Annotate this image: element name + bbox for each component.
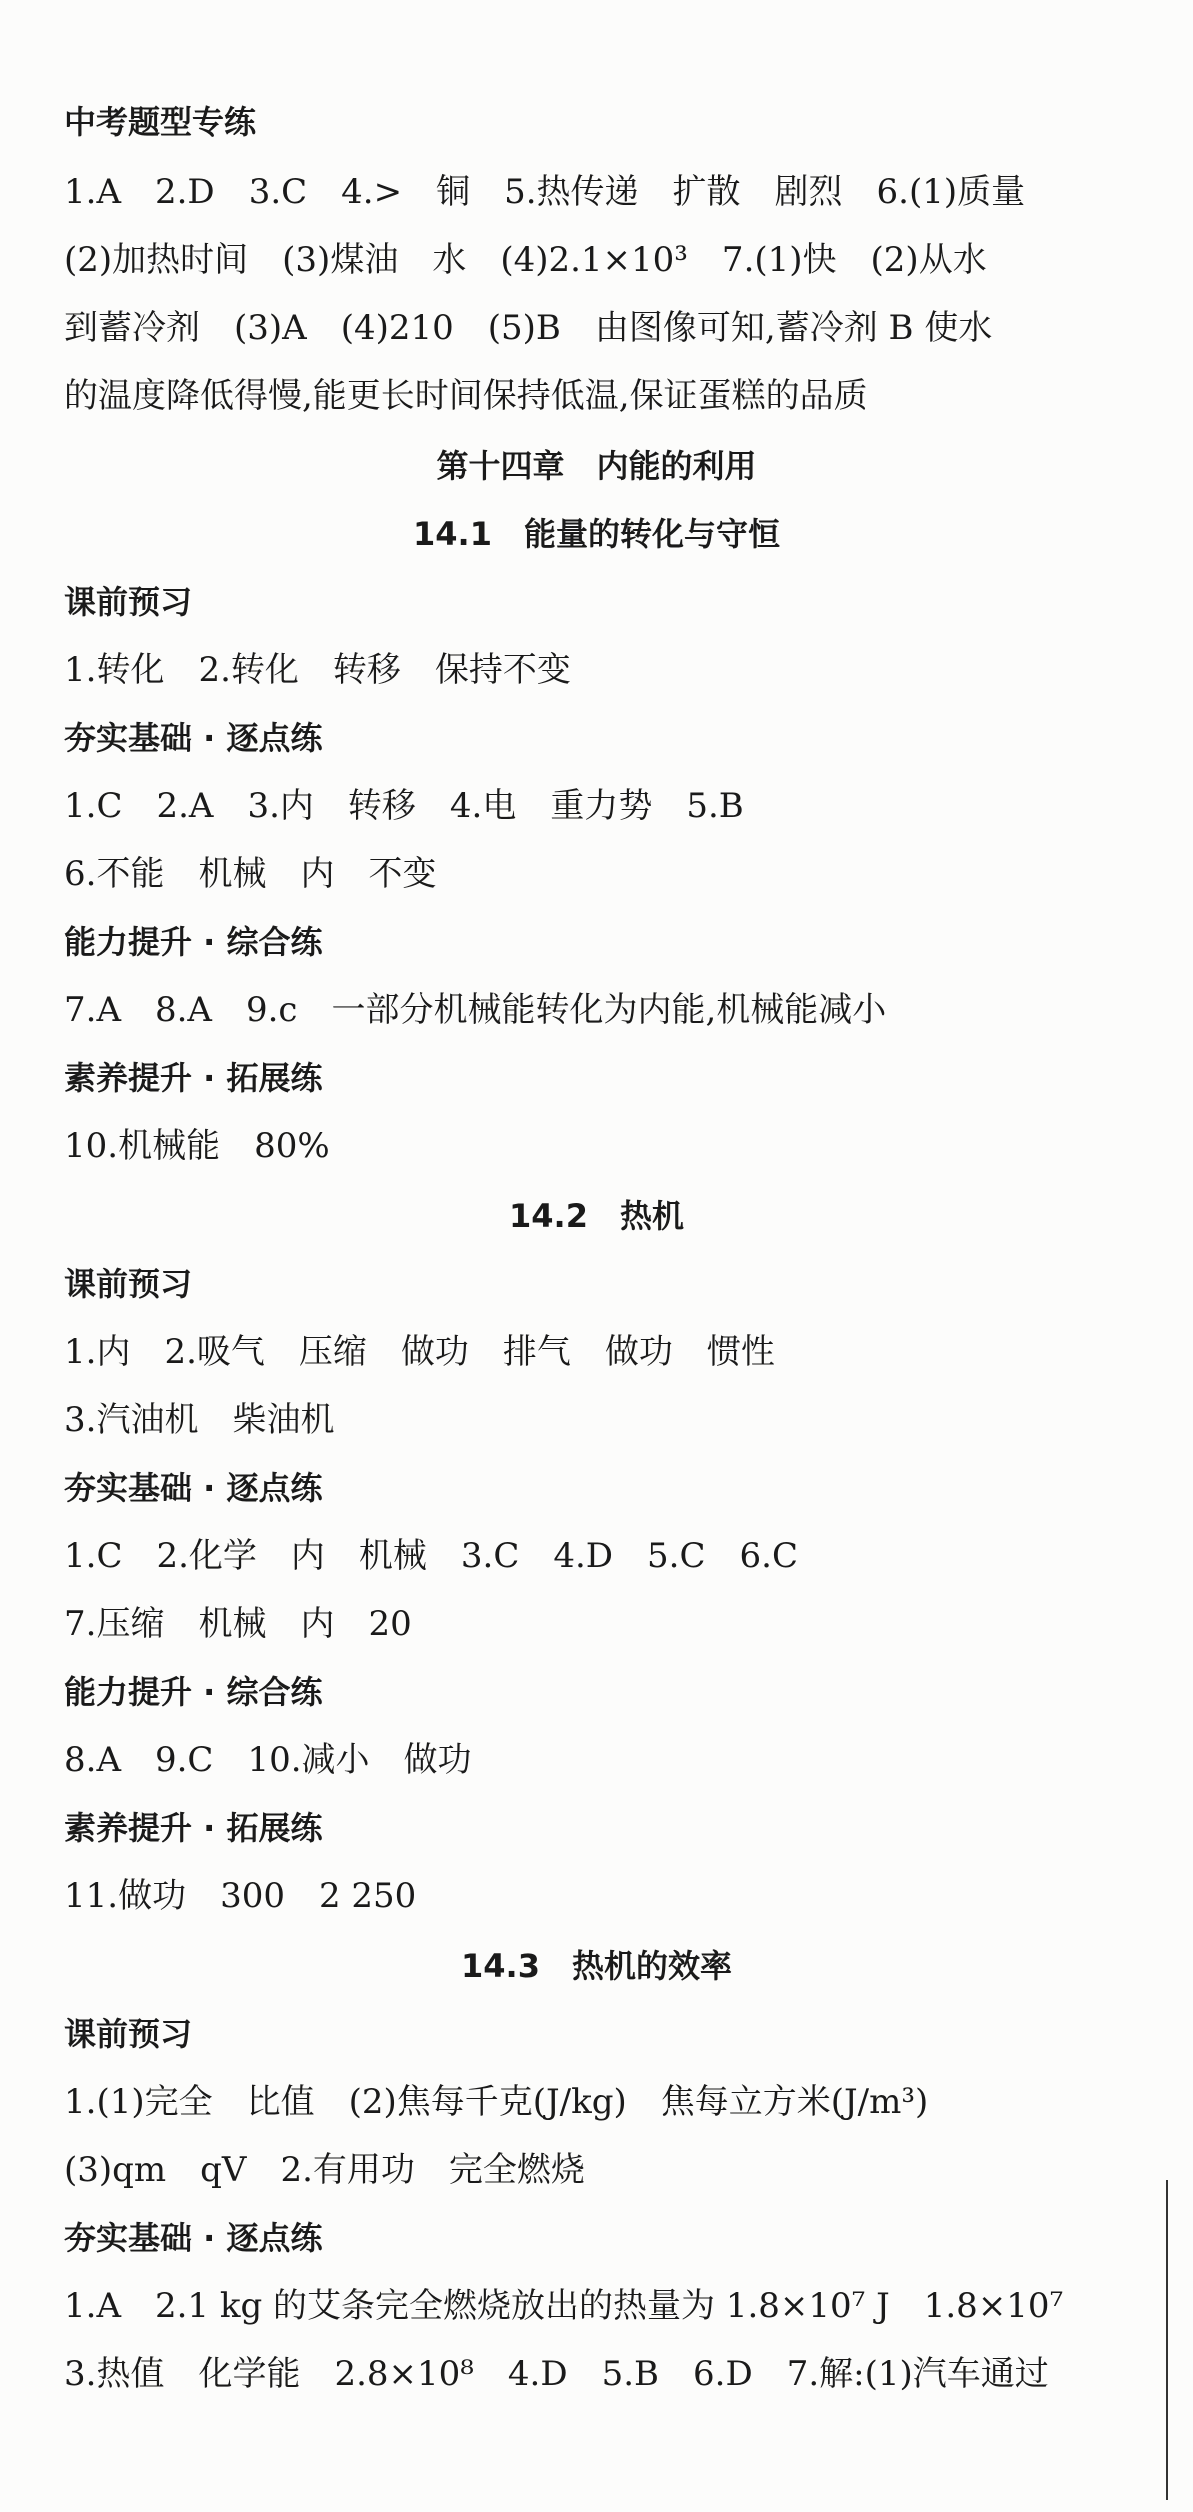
answer-line: 7.A 8.A 9.c 一部分机械能转化为内能,机械能减小 xyxy=(64,990,887,1030)
section-title-14-1: 14.1 能量的转化与守恒 xyxy=(413,515,780,553)
answer-line: 10.机械能 80% xyxy=(64,1126,330,1166)
subheading-extension: 素养提升 · 拓展练 xyxy=(64,1809,323,1847)
subheading-basics: 夯实基础 · 逐点练 xyxy=(64,2219,323,2257)
section-title-14-3: 14.3 热机的效率 xyxy=(461,1947,732,1985)
answer-line: 1.内 2.吸气 压缩 做功 排气 做功 惯性 xyxy=(64,1332,775,1372)
subheading-ability: 能力提升 · 综合练 xyxy=(64,1673,323,1711)
subheading-preview: 课前预习 xyxy=(64,2015,193,2053)
answer-line: 7.压缩 机械 内 20 xyxy=(64,1604,412,1644)
answer-line: 到蓄冷剂 (3)A (4)210 (5)B 由图像可知,蓄冷剂 B 使水 xyxy=(64,308,993,348)
page-edge-rule xyxy=(1166,2180,1168,2500)
section-title-14-2: 14.2 热机 xyxy=(509,1197,684,1235)
chapter-title: 第十四章 内能的利用 xyxy=(436,447,757,485)
answer-line: (3)qm qV 2.有用功 完全燃烧 xyxy=(64,2150,585,2190)
answer-line: 1.C 2.化学 内 机械 3.C 4.D 5.C 6.C xyxy=(64,1536,798,1576)
subheading-ability: 能力提升 · 综合练 xyxy=(64,923,323,961)
subheading-preview: 课前预习 xyxy=(64,583,193,621)
answer-line: 1.转化 2.转化 转移 保持不变 xyxy=(64,650,571,690)
answer-line: 6.不能 机械 内 不变 xyxy=(64,854,437,894)
answer-line: 1.A 2.1 kg 的艾条完全燃烧放出的热量为 1.8×10⁷ J 1.8×10⁷ xyxy=(64,2286,1064,2326)
answer-line: 1.(1)完全 比值 (2)焦每千克(J/kg) 焦每立方米(J/m³) xyxy=(64,2082,929,2122)
answer-line: (2)加热时间 (3)煤油 水 (4)2.1×10³ 7.(1)快 (2)从水 xyxy=(64,240,987,280)
answer-line: 3.汽油机 柴油机 xyxy=(64,1400,335,1440)
subheading-extension: 素养提升 · 拓展练 xyxy=(64,1059,323,1097)
subheading-basics: 夯实基础 · 逐点练 xyxy=(64,719,323,757)
subheading-basics: 夯实基础 · 逐点练 xyxy=(64,1469,323,1507)
answer-line: 1.C 2.A 3.内 转移 4.电 重力势 5.B xyxy=(64,786,744,826)
answer-line: 3.热值 化学能 2.8×10⁸ 4.D 5.B 6.D 7.解:(1)汽车通过 xyxy=(64,2354,1049,2394)
answer-line: 的温度降低得慢,能更长时间保持低温,保证蛋糕的品质 xyxy=(64,376,868,416)
subheading-preview: 课前预习 xyxy=(64,1265,193,1303)
heading-zhongkao-practice: 中考题型专练 xyxy=(64,103,257,141)
answer-line: 8.A 9.C 10.减小 做功 xyxy=(64,1740,472,1780)
answer-line: 11.做功 300 2 250 xyxy=(64,1876,417,1916)
answer-line: 1.A 2.D 3.C 4.> 铜 5.热传递 扩散 剧烈 6.(1)质量 xyxy=(64,172,1026,212)
